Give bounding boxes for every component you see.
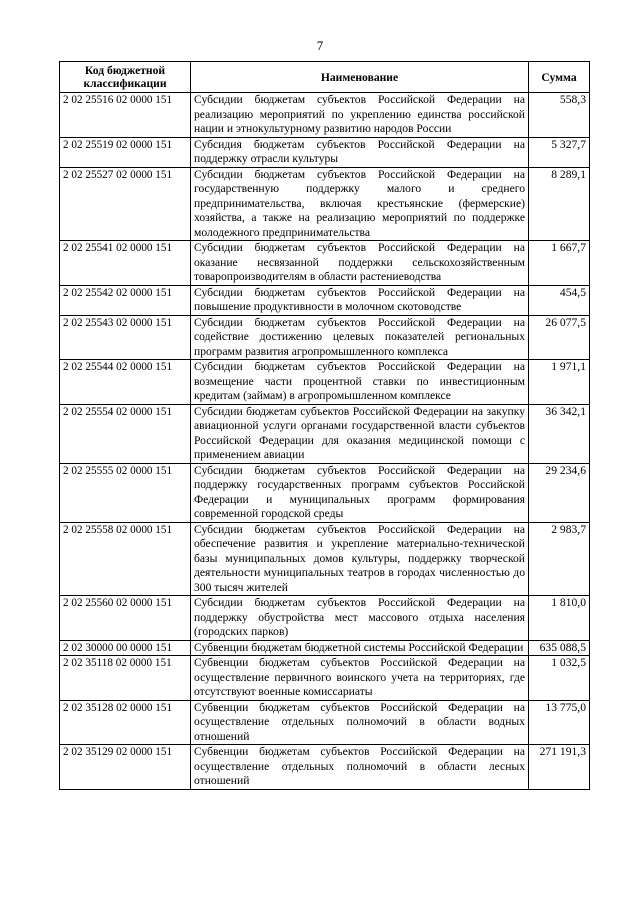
name-cell: Субсидии бюджетам субъектов Российской Федерации на оказание несвязанной поддержки сельскохозяйственным товаропроизводителям в области растениеводства — [191, 241, 529, 286]
code-cell: 2 02 30000 00 0000 151 — [60, 640, 191, 656]
budget-table — [59, 61, 590, 790]
table-row — [60, 167, 590, 241]
sum-cell: 635 088,5 — [529, 640, 590, 656]
code-cell: 2 02 25541 02 0000 151 — [60, 241, 191, 286]
table-row — [60, 404, 590, 463]
table-row — [60, 315, 590, 360]
name-cell: Субсидии бюджетам субъектов Российской Федерации на содействие достижению целевых показателей региональных программ развития агропромышленного комплекса — [191, 315, 529, 360]
name-cell: Субвенции бюджетам бюджетной системы Российской Федерации — [191, 640, 529, 656]
name-cell: Субвенции бюджетам субъектов Российской Федерации на осуществление отдельных полномочий в области водных отношений — [191, 700, 529, 745]
table-row — [60, 522, 590, 596]
code-cell: 2 02 35118 02 0000 151 — [60, 656, 191, 701]
table-row — [60, 463, 590, 522]
sum-cell: 29 234,6 — [529, 463, 590, 522]
sum-cell: 13 775,0 — [529, 700, 590, 745]
code-cell: 2 02 25555 02 0000 151 — [60, 463, 191, 522]
sum-cell: 26 077,5 — [529, 315, 590, 360]
name-cell: Субсидии бюджетам субъектов Российской Федерации на поддержку обустройства мест массового отдыха населения (городских парков) — [191, 596, 529, 641]
code-cell: 2 02 25560 02 0000 151 — [60, 596, 191, 641]
code-cell: 2 02 25544 02 0000 151 — [60, 360, 191, 405]
name-cell: Субсидии бюджетам субъектов Российской Федерации на закупку авиационной услуги органами государственной власти субъектов Российской Федерации для оказания медицинской помощи с применением авиации — [191, 404, 529, 463]
sum-cell: 5 327,7 — [529, 137, 590, 167]
name-cell: Субвенции бюджетам субъектов Российской Федерации на осуществление первичного воинского учета на территориях, где отсутствуют военные комиссариаты — [191, 656, 529, 701]
table-row — [60, 137, 590, 167]
table-row — [60, 285, 590, 315]
sum-cell: 558,3 — [529, 93, 590, 138]
name-cell: Субсидия бюджетам субъектов Российской Федерации на поддержку отрасли культуры — [191, 137, 529, 167]
sum-cell: 1 971,1 — [529, 360, 590, 405]
name-cell: Субсидии бюджетам субъектов Российской Федерации на реализацию мероприятий по укреплению единства российской нации и этнокультурному развитию народов России — [191, 93, 529, 138]
code-cell: 2 02 25542 02 0000 151 — [60, 285, 191, 315]
name-cell: Субсидии бюджетам субъектов Российской Федерации на повышение продуктивности в молочном скотоводстве — [191, 285, 529, 315]
header-code: Код бюджетной классификации — [60, 62, 191, 93]
code-cell: 2 02 25554 02 0000 151 — [60, 404, 191, 463]
name-cell: Субвенции бюджетам субъектов Российской Федерации на осуществление отдельных полномочий в области лесных отношений — [191, 745, 529, 790]
sum-cell: 271 191,3 — [529, 745, 590, 790]
table-row — [60, 656, 590, 701]
name-cell: Субсидии бюджетам субъектов Российской Федерации на возмещение части процентной ставки по инвестиционным кредитам (займам) в агропромышленном комплексе — [191, 360, 529, 405]
sum-cell: 8 289,1 — [529, 167, 590, 241]
page-number: 7 — [316, 38, 324, 53]
name-cell: Субсидии бюджетам субъектов Российской Федерации на поддержку государственных программ субъектов Российской Федерации и муниципальных программ формирования современной городской среды — [191, 463, 529, 522]
sum-cell: 1 667,7 — [529, 241, 590, 286]
code-cell: 2 02 25516 02 0000 151 — [60, 93, 191, 138]
code-cell: 2 02 35128 02 0000 151 — [60, 700, 191, 745]
table-row — [60, 640, 590, 656]
sum-cell: 2 983,7 — [529, 522, 590, 596]
sum-cell: 1 810,0 — [529, 596, 590, 641]
code-cell: 2 02 25519 02 0000 151 — [60, 137, 191, 167]
code-cell: 2 02 25527 02 0000 151 — [60, 167, 191, 241]
name-cell: Субсидии бюджетам субъектов Российской Федерации на обеспечение развития и укрепление материально-технической базы муниципальных домов культуры, поддержку творческой деятельности муниципальных театров в городах численностью до 300 тысяч жителей — [191, 522, 529, 596]
table-row — [60, 596, 590, 641]
table-row — [60, 745, 590, 790]
table-header-row — [60, 62, 590, 93]
header-sum: Сумма — [529, 62, 590, 93]
header-name: Наименование — [191, 62, 529, 93]
table-row — [60, 241, 590, 286]
table-row — [60, 93, 590, 138]
code-cell: 2 02 35129 02 0000 151 — [60, 745, 191, 790]
name-cell: Субсидии бюджетам субъектов Российской Федерации на государственную поддержку малого и среднего предпринимательства, включая крестьянские (фермерские) хозяйства, а также на реализацию мероприятий по поддержке молодежного предпринимательства — [191, 167, 529, 241]
sum-cell: 36 342,1 — [529, 404, 590, 463]
code-cell: 2 02 25543 02 0000 151 — [60, 315, 191, 360]
table-row — [60, 700, 590, 745]
sum-cell: 454,5 — [529, 285, 590, 315]
sum-cell: 1 032,5 — [529, 656, 590, 701]
code-cell: 2 02 25558 02 0000 151 — [60, 522, 191, 596]
table-row — [60, 360, 590, 405]
